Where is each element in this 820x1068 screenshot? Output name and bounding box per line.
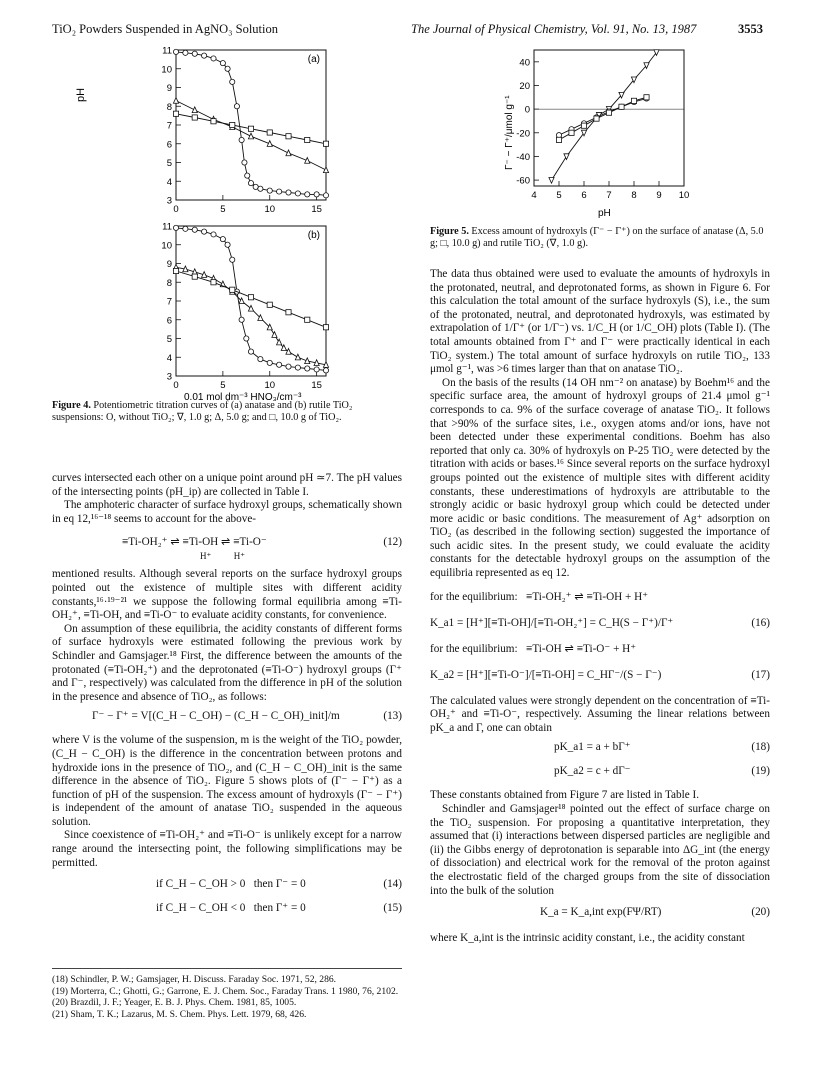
figure-4a-point-square — [173, 111, 178, 116]
figure-5-point-square — [631, 98, 636, 103]
figure-5-ytick-label: 40 — [519, 57, 530, 69]
figure-5-ytick-label: -60 — [516, 175, 530, 187]
figure-4a-point-circle — [211, 56, 216, 61]
figure-5-xtick-label: 6 — [581, 190, 587, 201]
figure-4b-point-circle — [202, 229, 207, 234]
figure-4a-point-circle — [295, 191, 300, 196]
figure-4a-ytick-label: 6 — [166, 139, 172, 151]
figure-5-ytick-label: 0 — [524, 104, 530, 116]
figure-5-frame — [534, 50, 684, 186]
figure-4a-point-circle — [242, 160, 247, 165]
equation-16-number: (16) — [751, 616, 770, 629]
figure-5-xtick-label: 10 — [678, 190, 690, 201]
figure-4b-ytick-label: 5 — [166, 334, 172, 345]
figure-4a-point-square — [323, 141, 328, 146]
figure-4b-point-circle — [323, 368, 328, 373]
figure-4b-point-square — [267, 302, 272, 307]
equation-19-body: pK_a2 = c + dΓ⁻ — [554, 765, 631, 778]
figure-4a-point-circle — [220, 61, 225, 66]
figure-4a-point-circle — [173, 49, 178, 54]
figure-4b-point-triangle — [248, 305, 253, 311]
journal-citation: The Journal of Physical Chemistry, Vol. 91, No. 13, 1987 — [411, 22, 697, 36]
figure-4a-xtick-label: 10 — [264, 204, 276, 215]
equation-20 — [430, 906, 770, 924]
figure-5-point-square — [556, 137, 561, 142]
equilibrium-b: for the equilibrium: ≡Ti-OH ⇌ ≡Ti-O⁻ + H⁺ — [430, 642, 637, 655]
equation-14-body: if C_H − C_OH > 0 then Γ⁻ = 0 — [156, 878, 306, 891]
figure-4b-point-circle — [305, 366, 310, 371]
figure-5-point-square — [594, 116, 599, 121]
left-paragraph-4: On assumption of these equilibria, the acidity constants of different forms of surface hydroxyls were estimated following the previous work by Schindler and Gamsjager.¹⁸ First, the difference between the amounts of the protonated (≡Ti-OH₂⁺) and the deprotonated (≡Ti-O⁻) hydroxyl groups (Γ⁺ and Γ⁻, respectively) was calculated from the difference in pH of the solution in the presence and absence of TiO₂, as follows: — [52, 622, 402, 703]
figure-5-point-triangle-down — [549, 177, 554, 183]
equation-20-number: (20) — [751, 906, 770, 919]
left-paragraph-3: mentioned results. Although several reports on the surface hydroxyl groups pointed out the existence of multiple sites with different acidity constants,¹⁶·¹⁹⁻²¹ we suppose the following formal equilibria among ≡Ti-OH₂⁺, ≡Ti-OH, and ≡Ti-O⁻ to evaluate acidity constants, for convenience. — [52, 568, 402, 622]
left-paragraph-1: curves intersected each other on a unique point around pH ≃7. The pH values of the intersecting points (pH_ip) are collected in Table I. — [52, 472, 402, 498]
figure-5-point-square — [581, 123, 586, 128]
reference-19: (19) Morterra, C.; Ghotti, G.; Garrone, E. J. Chem. Soc., Faraday Trans. 1 1980, 76, 2102. — [52, 985, 399, 997]
equation-13-body: Γ⁻ − Γ⁺ = V[(C_H − C_OH) − (C_H − C_OH)_init]/m — [92, 710, 340, 723]
figure-4b-point-square — [211, 280, 216, 285]
figure-4b-point-square — [305, 317, 310, 322]
figure-5-ytick-label: -40 — [516, 151, 530, 163]
equation-17-number: (17) — [751, 668, 770, 681]
figure-4b-point-circle — [258, 357, 263, 362]
figure-5-xtick-label: 5 — [556, 190, 562, 201]
equation-19-number: (19) — [751, 765, 770, 778]
figure-4a-ytick-label: 3 — [166, 195, 172, 207]
figure-4a-panel-label: (a) — [307, 54, 320, 65]
figure-4a-xtick-label: 0 — [173, 204, 179, 215]
equation-18-body: pK_a1 = a + bΓ⁺ — [554, 741, 631, 754]
references — [52, 974, 402, 1020]
figure-4a-point-circle — [245, 173, 250, 178]
figure-4b-point-triangle — [286, 349, 291, 355]
left-paragraph-2: The amphoteric character of surface hydroxyl groups, schematically shown in eq 12,¹⁶⁻¹⁸ seems to account for the above- — [52, 499, 402, 525]
right-paragraph-6: where K_a,int is the intrinsic acidity constant, i.e., the acidity constant — [430, 932, 745, 945]
figure-4-panel-a — [161, 46, 328, 216]
figure-4 — [75, 44, 360, 430]
figure-4a-point-circle — [239, 137, 244, 142]
right-paragraph-5: Schindler and Gamsjager¹⁸ pointed out the effect of surface charge on the TiO₂ suspension. For proposing a quantitative interpretation, they assumed that (i) interactions between dispersed particles are negligible and (ii) the Gibbs energy of deprotonation is separable into ΔG_int (the energy of dissociation) and electrical work for the removal of the proton against the electrostatic field of the charged groups from the site of dissociation into the bulk of the solution — [430, 803, 770, 897]
figure-5-point-square — [644, 95, 649, 100]
equation-14-number: (14) — [383, 878, 402, 891]
figure-4a-point-square — [230, 122, 235, 127]
figure-4b-xtick-label: 0 — [173, 380, 179, 391]
references-divider — [52, 968, 402, 969]
figure-4b-ytick-label: 8 — [166, 277, 172, 289]
figure-4a-xtick-label: 15 — [311, 204, 322, 215]
figure-5-xtick-label: 8 — [631, 190, 637, 201]
figure-4a-point-square — [286, 134, 291, 139]
equation-20-body: K_a = K_a,int exp(FΨ/RT) — [540, 906, 662, 919]
figure-4a-point-square — [192, 115, 197, 120]
left-paragraph-6: Since coexistence of ≡Ti-OH₂⁺ and ≡Ti-O⁻ is unlikely except for a narrow range around the intersecting point, the following simplifications may be permitted. — [52, 829, 402, 869]
figure-5-caption-label: Figure 5. — [430, 226, 469, 237]
equation-15 — [52, 902, 402, 920]
figure-4b-point-triangle — [295, 354, 300, 360]
equation-15-number: (15) — [383, 902, 402, 915]
figure-4a-series-line-circle — [176, 52, 326, 195]
figure-4b-point-circle — [225, 242, 230, 247]
figure-4a-point-circle — [234, 104, 239, 109]
figure-4b-point-square — [230, 287, 235, 292]
figure-4a-ytick-label: 7 — [166, 120, 172, 132]
figure-4b-panel-label: (b) — [307, 230, 320, 241]
figure-5-caption — [430, 226, 770, 251]
equation-17-body: K_a2 = [H⁺][≡Ti-O⁻]/[≡Ti-OH] = C_HΓ⁻/(S − Γ⁻) — [430, 668, 662, 681]
figure-4b-ytick-label: 4 — [166, 352, 172, 364]
figure-4a-point-circle — [225, 66, 230, 71]
figure-4b-ytick-label: 10 — [161, 240, 172, 252]
figure-4a-xtick-label: 5 — [220, 204, 226, 215]
right-paragraph-2: On the basis of the results (14 OH nm⁻² on anatase) by Boehm¹⁶ and the specific surface area, the amount of hydroxyl groups of 21.4 μmol g⁻¹ corresponds to ca. 9% of the surface coverage of anatase TiO₂. It follows that >90% of the surface sites, i.e., oxygen atoms and/or ions, have not been detected under these experimental conditions. Boehm has also reported that only ca. 30% of hydroxyls on P-25 TiO₂ were detected by the titration with acids or bases.¹⁶ Since several reports on the surface hydroxyl groups pointed out the existence of multiple sites with different acidity constants, these underestimations of hydroxyls are attributable to the strongly acidic or basic hydroxyl group which could be detected under more acidic or basic conditions. The measurement of Ag⁺ adsorption on TiO₂ (as described in the following section) suggested the importance of such acidic sites. In the present study, we could evaluate the acidity constants for the detectable hydroxyl groups on the assumption of the equilibria represented as eq 12. — [430, 376, 770, 580]
equation-13 — [52, 710, 402, 728]
equation-16 — [430, 617, 770, 635]
figure-4a-point-square — [248, 126, 253, 131]
equation-12-number: (12) — [383, 536, 402, 549]
figure-4a-point-circle — [230, 79, 235, 84]
figure-4a-point-circle — [323, 193, 328, 198]
figure-4-caption-text: Potentiometric titration curves of (a) anatase and (b) rutile TiO₂ suspensions: O, without TiO₂; ∇, 1.0 g; Δ, 5.0 g; and □, 10.0 g of TiO₂. — [52, 400, 353, 424]
figure-4b-xtick-label: 5 — [220, 380, 226, 391]
figure-4a-point-circle — [202, 53, 207, 58]
figure-4a-point-circle — [258, 186, 263, 191]
figure-4b-point-circle — [295, 365, 300, 370]
page-number: 3553 — [738, 22, 763, 36]
figure-4b-point-circle — [244, 336, 249, 341]
figure-5-point-square — [606, 110, 611, 115]
figure-4b-point-square — [248, 295, 253, 300]
figure-5-xlabel: pH — [598, 208, 611, 219]
equation-12 — [52, 530, 402, 564]
right-paragraph-1: The data thus obtained were used to evaluate the amounts of hydroxyls in the protonated, neutral, and deprotonated forms, as shown in Figure 6. For this calculation the total amount of the surface hydroxyls (S), i.e., the sum of the protonated, neutral, and deprotonated hydroxyls, was estimated by extrapolation of 1/Γ⁺ (or 1/Γ⁻) vs. 1/C_H (or 1/C_OH) plots (Table I). (The total amounts obtained from Γ⁺ and Γ⁻ were practically identical in each TiO₂ system.) The total amount of surface hydroxyls on rutile TiO₂, 133 μmol g⁻¹, was >6 times larger than that on anatase TiO₂. — [430, 268, 770, 376]
equation-12-subscript: H⁺ H⁺ — [200, 551, 245, 562]
running-header-title: TiO₂ Powders Suspended in AgNO₃ Solution — [52, 22, 278, 36]
figure-4b-point-triangle — [305, 358, 310, 364]
figure-4b-point-square — [286, 310, 291, 315]
figure-5-ytick-label: -20 — [516, 128, 530, 140]
figure-4b-point-circle — [183, 226, 188, 231]
right-column — [430, 268, 770, 946]
figure-4a-ytick-label: 8 — [166, 101, 172, 113]
figure-5-point-square — [619, 104, 624, 109]
figure-4b-point-circle — [277, 362, 282, 367]
equation-14 — [52, 878, 402, 896]
figure-4b-ytick-label: 9 — [166, 259, 172, 270]
figure-4a-ytick-label: 5 — [166, 158, 172, 169]
figure-4a-ytick-label: 9 — [166, 83, 172, 94]
figure-4a-point-triangle — [323, 167, 328, 173]
figure-4b-xtick-label: 10 — [264, 380, 276, 391]
figure-4-caption — [52, 400, 402, 425]
equation-16-body: K_a1 = [H⁺][≡Ti-OH]/[≡Ti-OH₂⁺] = C_H(S − Γ⁺)/Γ⁺ — [430, 616, 674, 629]
figure-5 — [490, 44, 700, 220]
figure-4b-point-square — [323, 325, 328, 330]
reference-21: (21) Sham, T. K.; Lazarus, M. S. Chem. Phys. Lett. 1979, 68, 426. — [52, 1008, 307, 1020]
figure-4b-point-circle — [192, 227, 197, 232]
figure-4-xlabel: 0.01 mol dm⁻³ HNO₃/cm⁻³ — [184, 392, 302, 403]
figure-4a-point-triangle — [192, 107, 197, 113]
figure-4a-point-square — [305, 137, 310, 142]
equation-18 — [430, 741, 770, 759]
figure-5-series-line-triangle-down — [552, 52, 657, 180]
figure-5-plot — [516, 50, 689, 201]
equation-18-number: (18) — [751, 741, 770, 754]
figure-5-xtick-label: 4 — [531, 190, 537, 201]
figure-4a-point-circle — [286, 190, 291, 195]
reference-20: (20) Brazdil, J. F.; Yeager, E. B. J. Phys. Chem. 1981, 85, 1005. — [52, 997, 297, 1009]
figure-4b-point-circle — [230, 257, 235, 262]
equation-13-number: (13) — [383, 710, 402, 723]
figure-4b-point-circle — [211, 232, 216, 237]
figure-4a-ylabel: pH — [75, 87, 87, 102]
figure-4-caption-label: Figure 4. — [52, 400, 91, 411]
figure-4a-ytick-label: 11 — [162, 45, 172, 57]
figure-4b-point-square — [173, 268, 178, 273]
right-paragraph-4: These constants obtained from Figure 7 are listed in Table I. — [430, 789, 699, 802]
figure-4b-ytick-label: 11 — [162, 221, 172, 233]
equation-12-body: ≡Ti-OH₂⁺ ⇌ ≡Ti-OH ⇌ ≡Ti-O⁻ — [122, 536, 267, 549]
figure-4b-xtick-label: 15 — [311, 380, 322, 391]
figure-4a-point-circle — [314, 192, 319, 197]
figure-5-xtick-label: 7 — [606, 190, 612, 201]
equation-15-body: if C_H − C_OH < 0 then Γ⁺ = 0 — [156, 902, 306, 915]
figure-4a-point-square — [267, 130, 272, 135]
figure-4a-frame — [176, 50, 326, 200]
figure-4b-point-circle — [248, 349, 253, 354]
left-column — [52, 472, 402, 920]
figure-5-ylabel: Γ⁻ − Γ⁺/μmol g⁻¹ — [504, 95, 515, 170]
figure-4-panel-b — [161, 222, 328, 392]
figure-4a-point-circle — [277, 189, 282, 194]
right-paragraph-3: The calculated values were strongly dependent on the concentration of ≡Ti-OH₂⁺ and ≡Ti-O⁻, respectively. Assuming the linear relations between pK_a and Γ, one can obtain — [430, 694, 770, 734]
figure-4b-point-circle — [286, 364, 291, 369]
figure-4a-point-triangle — [305, 158, 310, 164]
equation-17 — [430, 669, 770, 687]
figure-4a-point-circle — [183, 50, 188, 55]
figure-4a-ytick-label: 4 — [166, 176, 172, 188]
left-paragraph-5: where V is the volume of the suspension, m is the weight of the TiO₂ powder, (C_H − C_OH) is the difference in the concentration between protons and hydroxide ions in the presence of TiO₂, and (C_H − C_OH)_init is the same difference in the absence of TiO₂. Figure 5 shows plots of (Γ⁻ − Γ⁺) as a function of pH of the suspension. The excess amount of hydroxyls (Γ⁻ − Γ⁺) is independent of the amount of anatase TiO₂ suspended in the aqueous solution. — [52, 734, 402, 828]
figure-4b-ytick-label: 6 — [166, 315, 172, 327]
figure-5-point-square — [569, 130, 574, 135]
figure-4a-point-triangle — [173, 98, 178, 104]
equation-19 — [430, 765, 770, 783]
figure-4b-ytick-label: 3 — [166, 371, 172, 383]
figure-4b-point-square — [192, 274, 197, 279]
figure-4b-point-circle — [220, 237, 225, 242]
figure-5-xtick-label: 9 — [656, 190, 662, 201]
figure-4b-point-circle — [314, 367, 319, 372]
figure-4b-point-circle — [267, 360, 272, 365]
equilibrium-a: for the equilibrium: ≡Ti-OH₂⁺ ⇌ ≡Ti-OH + H⁺ — [430, 590, 649, 603]
figure-4a-point-triangle — [248, 133, 253, 139]
figure-4a-point-circle — [192, 51, 197, 56]
figure-4b-point-circle — [173, 225, 178, 230]
figure-4b-ytick-label: 7 — [166, 296, 172, 308]
figure-5-ytick-label: 20 — [519, 80, 530, 92]
reference-18: (18) Schindler, P. W.; Gamsjager, H. Discuss. Faraday Soc. 1971, 52, 286. — [52, 974, 337, 985]
figure-4b-point-circle — [239, 317, 244, 322]
figure-4a-ytick-label: 10 — [161, 64, 172, 76]
figure-4a-point-circle — [248, 181, 253, 186]
figure-4a-point-square — [211, 119, 216, 124]
figure-5-caption-text: Excess amount of hydroxyls (Γ⁻ − Γ⁺) on the surface of anatase (Δ, 5.0 g; □, 10.0 g) and rutile TiO₂ (∇, 1.0 g). — [430, 226, 764, 250]
figure-4a-point-circle — [305, 192, 310, 197]
figure-4a-point-triangle — [286, 150, 291, 156]
figure-4a-point-circle — [267, 188, 272, 193]
